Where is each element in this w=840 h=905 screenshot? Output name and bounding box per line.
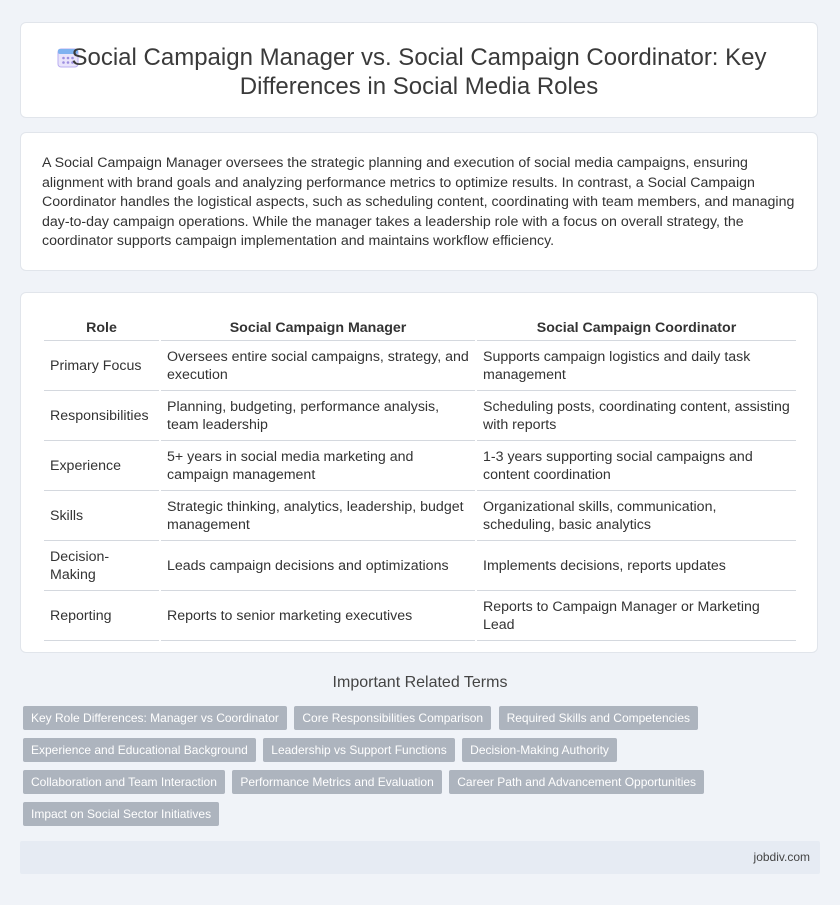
row-label: Skills (44, 492, 159, 541)
manager-cell: Leads campaign decisions and optimizations (161, 542, 475, 591)
coordinator-cell: Scheduling posts, coordinating content, assisting with reports (477, 392, 796, 441)
table-row (44, 592, 796, 641)
coordinator-cell: 1-3 years supporting social campaigns and content coordination (477, 442, 796, 491)
manager-cell: 5+ years in social media marketing and campaign management (161, 442, 475, 491)
table-row (44, 492, 796, 541)
comparison-card (20, 292, 818, 653)
related-term-tag[interactable]: Required Skills and Competencies (499, 706, 698, 730)
intro-card (20, 132, 818, 271)
related-term-tag[interactable]: Performance Metrics and Evaluation (232, 770, 441, 794)
footer-site-link[interactable]: jobdiv.com (753, 850, 810, 864)
related-term-tag[interactable]: Collaboration and Team Interaction (23, 770, 225, 794)
manager-cell: Strategic thinking, analytics, leadership, budget management (161, 492, 475, 541)
comparison-table (42, 315, 798, 642)
related-term-tag[interactable]: Impact on Social Sector Initiatives (23, 802, 219, 826)
related-term-tag[interactable]: Key Role Differences: Manager vs Coordinator (23, 706, 287, 730)
related-term-tag[interactable]: Career Path and Advancement Opportunities (449, 770, 704, 794)
manager-cell: Reports to senior marketing executives (161, 592, 475, 641)
manager-cell: Oversees entire social campaigns, strategy, and execution (161, 342, 475, 391)
row-label: Reporting (44, 592, 159, 641)
related-term-tag[interactable]: Core Responsibilities Comparison (294, 706, 491, 730)
header-role: Role (44, 316, 159, 341)
manager-cell: Planning, budgeting, performance analysis, team leadership (161, 392, 475, 441)
coordinator-cell: Implements decisions, reports updates (477, 542, 796, 591)
table-row (44, 442, 796, 491)
coordinator-cell: Supports campaign logistics and daily task management (477, 342, 796, 391)
row-label: Experience (44, 442, 159, 491)
related-term-tag[interactable]: Leadership vs Support Functions (263, 738, 454, 762)
row-label: Decision-Making (44, 542, 159, 591)
coordinator-cell: Organizational skills, communication, scheduling, basic analytics (477, 492, 796, 541)
coordinator-cell: Reports to Campaign Manager or Marketing Lead (477, 592, 796, 641)
table-row (44, 342, 796, 391)
table-row (44, 392, 796, 441)
related-terms-heading: Important Related Terms (332, 674, 508, 691)
row-label: Responsibilities (44, 392, 159, 441)
header-manager: Social Campaign Manager (161, 316, 475, 341)
intro-paragraph: A Social Campaign Manager oversees the strategic planning and execution of social media campaigns, ensuring alignment with brand goals and analyzing performance metrics to optimize results. In contrast, a Social Campaign Coordinator handles the logistical aspects, such as scheduling content, coordinating with team members, and managing day-to-day campaign operations. While the manager takes a leadership role with a focus on overall strategy, the coordinator supports campaign implementation and maintains workflow efficiency. (42, 155, 795, 250)
footer-bar (20, 841, 820, 874)
title-card (20, 22, 818, 118)
table-header-row (44, 316, 796, 341)
related-term-tag[interactable]: Decision-Making Authority (462, 738, 617, 762)
related-term-tag[interactable]: Experience and Educational Background (23, 738, 256, 762)
related-terms-list (23, 706, 713, 834)
table-row (44, 542, 796, 591)
row-label: Primary Focus (44, 342, 159, 391)
page-title: Social Campaign Manager vs. Social Campaign Coordinator: Key Differences in Social Media Roles (71, 44, 767, 100)
header-coordinator: Social Campaign Coordinator (477, 316, 796, 341)
